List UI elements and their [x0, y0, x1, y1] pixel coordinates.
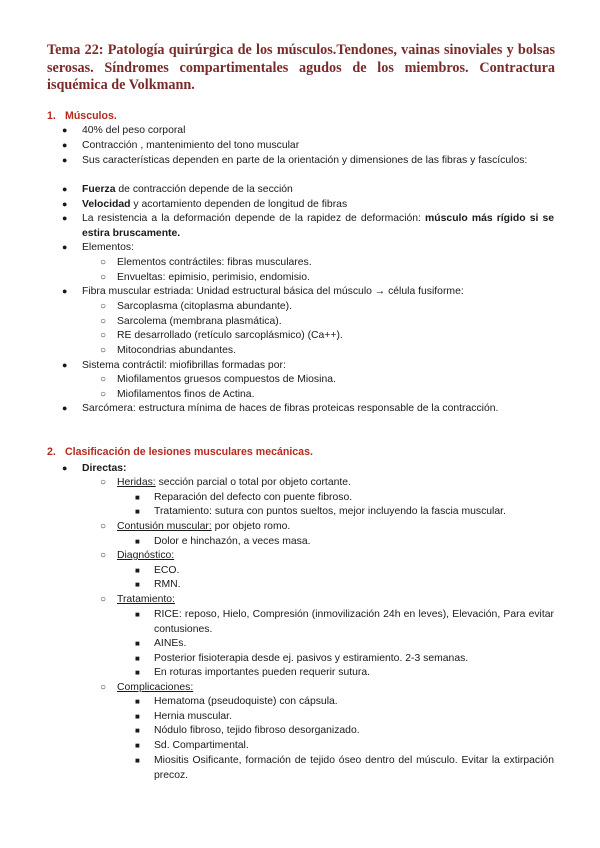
- list-item: Sarcolema (membrana plasmática).: [117, 316, 282, 327]
- list-item: Contracción , mantenimiento del tono muscular: [82, 140, 300, 151]
- item-text: sección parcial o total por objeto cortante.: [155, 477, 351, 488]
- bullet-circle: ○: [100, 374, 107, 385]
- bullet-square: ■: [135, 610, 140, 619]
- list-item: Elementos contráctiles: fibras musculares.: [117, 257, 312, 268]
- list-item: [82, 197, 347, 212]
- list-item: Sarcómera: estructura mínima de haces de fibras proteicas responsable de la contracción.: [82, 403, 499, 414]
- list-item: Elementos:: [82, 242, 134, 253]
- section-1-heading: [47, 110, 117, 122]
- bullet-circle: ○: [100, 594, 107, 605]
- list-item: [82, 211, 554, 241]
- list-item: RE desarrollado (retículo sarcoplásmico) (Ca++).: [117, 330, 343, 341]
- list-item: Reparación del defecto con puente fibroso.: [154, 492, 353, 503]
- bullet-square: ■: [135, 697, 140, 706]
- list-item: [117, 548, 174, 563]
- bullet-circle: ○: [100, 521, 107, 532]
- list-item: Sistema contráctil: miofibrillas formadas por:: [82, 360, 286, 371]
- list-item: [117, 592, 175, 607]
- bullet-circle: ○: [100, 477, 107, 488]
- list-item: RMN.: [154, 579, 181, 590]
- bullet-disc: ●: [62, 360, 68, 370]
- bullet-square: ■: [135, 639, 140, 648]
- list-item: Miofilamentos finos de Actina.: [117, 389, 255, 400]
- list-item: 40% del peso corporal: [82, 125, 186, 136]
- bullet-square: ■: [135, 668, 140, 677]
- bullet-square: ■: [135, 537, 140, 546]
- item-text: y acortamiento dependen de longitud de fibras: [130, 199, 348, 210]
- list-item: [117, 680, 193, 695]
- list-item: Sarcoplasma (citoplasma abundante).: [117, 301, 293, 312]
- item-text: por objeto romo.: [211, 521, 291, 532]
- list-item: Miofilamentos gruesos compuestos de Miosina.: [117, 374, 336, 385]
- list-item: Fibra muscular estriada: Unidad estructural básica del músculo → célula fusiforme:: [82, 286, 464, 297]
- bullet-disc: ●: [62, 403, 68, 413]
- section-2-number: 2.: [47, 446, 56, 458]
- bullet-square: ■: [135, 654, 140, 663]
- bullet-circle: ○: [100, 257, 107, 268]
- underlined-label: Diagnóstico:: [117, 550, 175, 561]
- bullet-square: ■: [135, 566, 140, 575]
- bullet-square: ■: [135, 756, 140, 765]
- bullet-square: ■: [135, 741, 140, 750]
- underlined-label: Contusión muscular:: [117, 521, 212, 532]
- bullet-disc: ●: [62, 155, 68, 165]
- underlined-label: Complicaciones:: [117, 682, 194, 693]
- bullet-circle: ○: [100, 272, 107, 283]
- list-item: En roturas importantes pueden requerir sutura.: [154, 667, 371, 678]
- section-1-number: 1.: [47, 110, 56, 122]
- list-item: Sus características dependen en parte de la orientación y dimensiones de las fibras y fascículos:: [82, 155, 528, 166]
- bullet-circle: ○: [100, 345, 107, 356]
- section-1-title: Músculos.: [65, 110, 117, 122]
- list-item: [117, 519, 290, 534]
- bullet-disc: ●: [62, 184, 68, 194]
- list-item: Sd. Compartimental.: [154, 740, 249, 751]
- bullet-circle: ○: [100, 316, 107, 327]
- bullet-disc: ●: [62, 140, 68, 150]
- bullet-circle: ○: [100, 389, 107, 400]
- list-item: Dolor e hinchazón, a veces masa.: [154, 536, 311, 547]
- list-item: Mitocondrias abundantes.: [117, 345, 236, 356]
- list-item: Miositis Osificante, formación de tejido óseo dentro del músculo. Evitar la extirpación precoz.: [154, 755, 554, 781]
- list-item: Hernia muscular.: [154, 711, 232, 722]
- bullet-circle: ○: [100, 330, 107, 341]
- bullet-disc: ●: [62, 286, 68, 296]
- list-item: [117, 475, 351, 490]
- bullet-square: ■: [135, 712, 140, 721]
- bullet-square: ■: [135, 580, 140, 589]
- section-2-title: Clasificación de lesiones musculares mecánicas.: [65, 446, 313, 458]
- bullet-circle: ○: [100, 550, 107, 561]
- list-item: RICE: reposo, Hielo, Compresión (inmovilización 24h en leves), Elevación, Para evitar contusiones.: [154, 609, 554, 635]
- underlined-label: Heridas:: [117, 477, 156, 488]
- bullet-square: ■: [135, 507, 140, 516]
- list-item: [82, 182, 293, 197]
- list-item: Tratamiento: sutura con puntos sueltos, mejor incluyendo la fascia muscular.: [154, 506, 506, 517]
- bold-term: Fuerza: [82, 184, 116, 195]
- bold-term: Directas:: [82, 463, 127, 474]
- list-item: Posterior fisioterapia desde ej. pasivos y estiramiento. 2-3 semanas.: [154, 653, 469, 664]
- list-item: Hematoma (pseudoquiste) con cápsula.: [154, 696, 338, 707]
- bullet-circle: ○: [100, 301, 107, 312]
- bullet-circle: ○: [100, 682, 107, 693]
- bullet-square: ■: [135, 493, 140, 502]
- bold-term: Velocidad: [82, 199, 131, 210]
- bold-term: músculo más rígido si se estira bruscamente.: [82, 213, 555, 239]
- item-text: de contracción depende de la sección: [115, 184, 293, 195]
- bullet-disc: ●: [62, 242, 68, 252]
- underlined-label: Tratamiento:: [117, 594, 175, 605]
- bullet-disc: ●: [62, 463, 68, 473]
- list-item: Nódulo fibroso, tejido fibroso desorganizado.: [154, 725, 360, 736]
- bullet-square: ■: [135, 726, 140, 735]
- list-item: [82, 461, 126, 476]
- list-item: AINEs.: [154, 638, 187, 649]
- list-item: ECO.: [154, 565, 180, 576]
- bullet-disc: ●: [62, 199, 68, 209]
- section-2-heading: [47, 446, 313, 458]
- item-text: La resistencia a la deformación depende de la rapidez de deformación:: [82, 213, 426, 224]
- document-title: Tema 22: Patología quirúrgica de los músculos.Tendones, vainas sinoviales y bolsas serosas. Síndromes compartimentales agudos de los miembros. Contractura isquémica de Volkmann.: [47, 42, 555, 93]
- bullet-disc: ●: [62, 213, 68, 223]
- bullet-disc: ●: [62, 125, 68, 135]
- list-item: Envueltas: epimisio, perimisio, endomisio.: [117, 272, 310, 283]
